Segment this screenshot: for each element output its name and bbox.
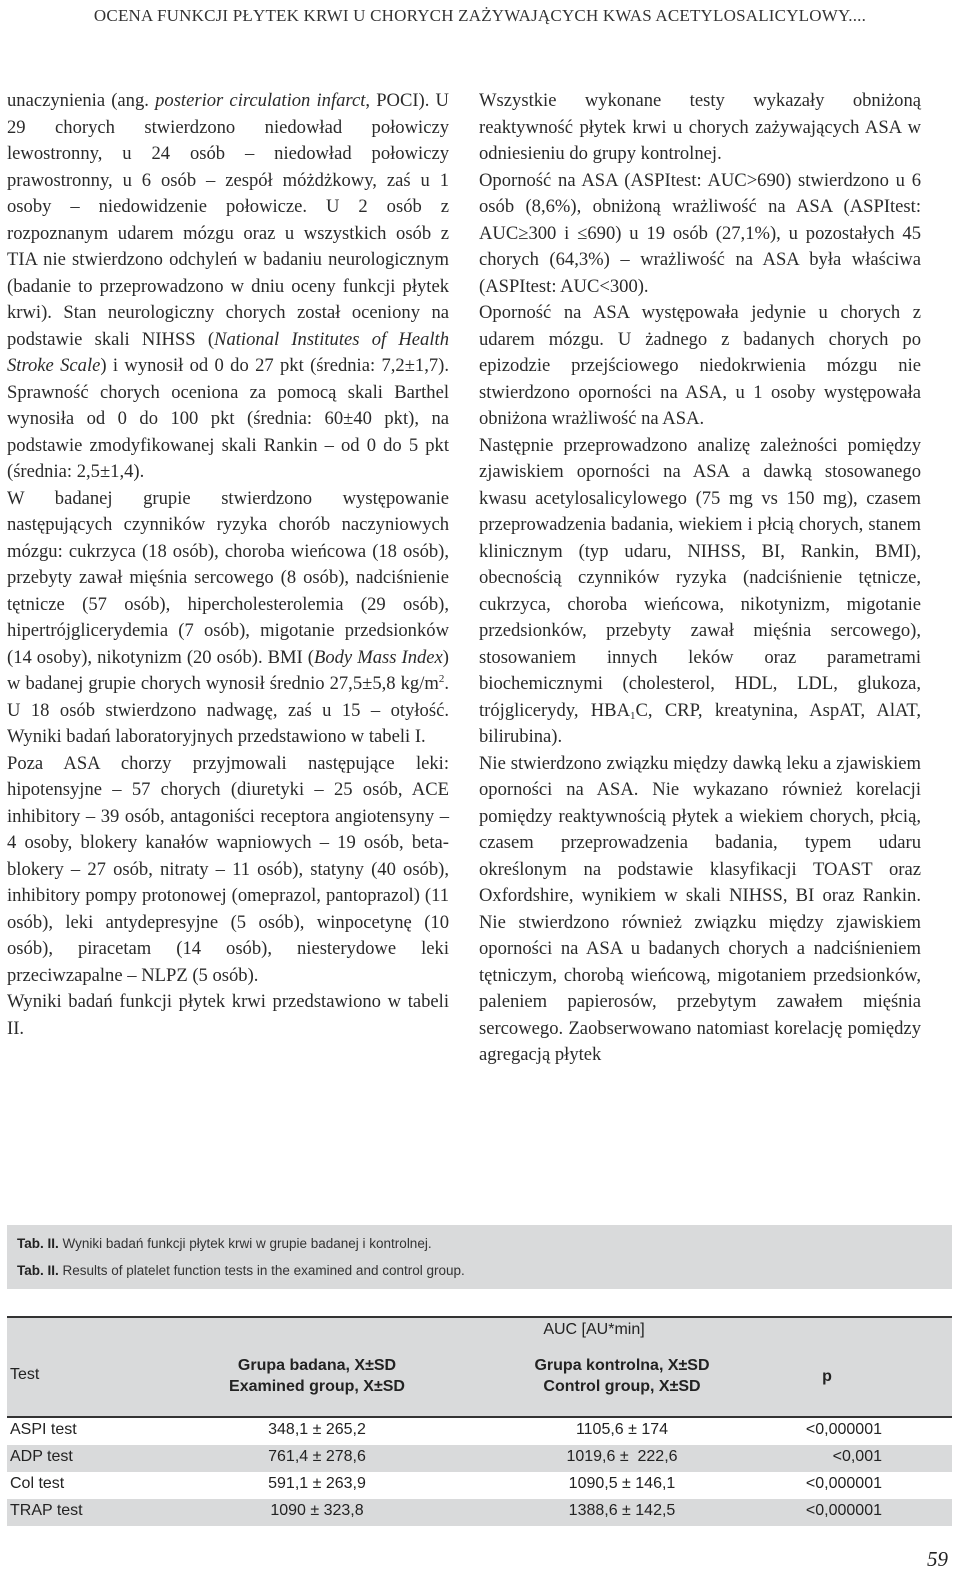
paragraph: Poza ASA chorzy przyjmowali następujące leki: hipotensyjne – 57 chorych (diuretyki – 25 osób, ACE inhibitory – 39 osób, antagoniści receptora angiotensyny – 4 osoby, blokery kanałów wapniowych – 19 osób, beta-blokery – 27 osób, nitraty – 11 osób), statyny (40 osób), inhibitory pompy protonowej (omeprazol, pantoprazol) (11 osób), leki antydepresyjne (5 osób), winpocetynę (10 osób), piracetam (14 osób), niesterydowe leki przeciwzapalne – NLPZ (5 osób). [7, 752, 449, 986]
paragraph: Oporność na ASA występowała jedynie u chorych z udarem mózgu. U żadnego z badanych chorych po epizodzie przejściowego niedokrwienia mózgu nie stwierdzono oporności na ASA, u 1 osoby występowała obniżona wrażliwość na ASA. [479, 302, 921, 429]
caption-english: Tab. II. Results of platelet function tests in the examined and control group. [17, 1263, 465, 1278]
page-number: 59 [927, 1547, 948, 1571]
table-caption [7, 1225, 952, 1289]
col-header-test: Test [10, 1366, 40, 1383]
left-text-column [7, 88, 449, 1042]
caption-polish: Tab. II. Wyniki badań funkcji płytek krwi w grupie badanej i kontrolnej. [17, 1236, 432, 1251]
paragraph: Następnie przeprowadzono analizę zależności pomiędzy zjawiskiem oporności na ASA a dawką stosowanego kwasu acetylosalicylowego (75 mg vs 150 mg), czasem przeprowadzenia badania, wiekiem i płcią chorych, stanem klinicznym (typ udaru, NIHSS, BI, Rankin, BMI), obecnością czynników ryzyka (nadciśnienie tętnicze, cukrzyca, choroba wieńcowa, nikotynizm, migotanie przedsionków, przebyty zawał mięśnia sercowego), stosowaniem innych leków oraz parametrami biochemicznymi (cholesterol, HDL, LDL, glukoza, trójglicerydy, $HBA_1C$, CRP, kreatynina, AspAT, AlAT, bilirubina). [479, 434, 921, 747]
col-header-control: Grupa kontrolna, X±SD Control group, X±SD [534, 1357, 710, 1395]
running-title: OCENA FUNKCJI PŁYTEK KRWI U CHORYCH ZAŻYWAJĄCYCH KWAS ACETYLOSALICYLOWY.... [93, 6, 867, 25]
col-header-group: Grupa badana, X±SD Examined group, X±SD [229, 1357, 405, 1395]
paragraph: unaczynienia (ang. posterior circulation infarct, POCI). U 29 chorych stwierdzono niedowład połowiczy lewostronny, u 24 osób – niedowład połowiczy prawostronny, u 6 osób – zespół móżdżkowy, zaś u 1 osoby – niedowidzenie połowicze. U 2 osób z rozpoznanym udarem mózgu oraz u wszystkich osób z TIA nie stwierdzono odchyleń w badaniu neurologicznym (badanie to przeprowadzono w dniu oceny funkcji płytek krwi). Stan neurologiczny chorych został oceniony na podstawie skali NIHSS (National Institutes of Health Stroke Scale) i wynosił od 0 do 27 pkt (średnia: 7,2±1,7). Sprawność chorych oceniona za pomocą skali Barthel wynosiła od 0 do 100 pkt (średnia: 60±40 pkt), na podstawie zmodyfikowanej skali Rankin – od 0 do 5 pkt (średnia: 2,5±1,4). [7, 90, 449, 482]
paragraph: W badanej grupie stwierdzono występowanie następujących czynników ryzyka chorób naczyniowych mózgu: cukrzyca (18 osób), choroba wieńcowa (18 osób), przebyty zawał mięśnia sercowego (8 osób), nadciśnienie tętnicze (57 osób), hipercholesterolemia (29 osób), hipertrójglicerydemia (7 osób), migotanie przedsionków (14 osoby), nikotynizm (20 osób). BMI (Body Mass Index) w badanej grupie chorych wynosił średnio 27,5±5,8 $kg/m^2$. U 18 osób stwierdzono nadwagę, zaś u 15 – otyłość. Wyniki badań laboratoryjnych przedstawiono w tabeli I. [7, 487, 449, 747]
table-row: ADP test 761,4 ± 278,6 1019,6 ± 222,6 <0,001 [7, 1445, 952, 1472]
paragraph: Nie stwierdzono związku między dawką leku a zjawiskiem oporności na ASA. Nie wykazano również korelacji pomiędzy reaktywnością płytek a wiekiem chorych, płcią, czasem przeprowadzenia badania, typem udaru określonym na podstawie klasyfikacji TOAST oraz Oxfordshire, wynikiem w skali NIHSS, BI oraz Rankin. Nie stwierdzono również związku między zjawiskiem oporności na ASA u badanych chorych a nadciśnieniem tętniczym, chorobą wieńcową, migotaniem przedsionków, paleniem papierosów, przebytym zawałem mięśnia sercowego. Zaobserwowano natomiast korelację pomiędzy agregacją płytek [479, 752, 921, 1065]
auc-spanning-header: AUC [AU*min] [543, 1321, 645, 1338]
table-row: Col test 591,1 ± 263,9 1090,5 ± 146,1 <0,000001 [10, 1475, 882, 1492]
paragraph: Oporność na ASA (ASPItest: AUC>690) stwierdzono u 6 osób (8,6%), obniżoną wrażliwość na ASA (ASPItest: AUC≥300 i ≤690) u 19 osób (27,1%), u pozostałych 45 chorych (64,3%) – wrażliwość na ASA była właściwa (ASPItest: AUC<300). [479, 169, 921, 297]
paragraph: Wyniki badań funkcji płytek krwi przedstawiono w tabeli II. [7, 991, 449, 1039]
right-text-column [479, 88, 921, 1069]
table-row: ASPI test 348,1 ± 265,2 1105,6 ± 174 <0,000001 [10, 1421, 882, 1438]
col-header-p: p [822, 1368, 832, 1385]
table-row: TRAP test 1090 ± 323,8 1388,6 ± 142,5 <0,000001 [7, 1499, 952, 1526]
table-header [7, 1318, 952, 1416]
paragraph: Wszystkie wykonane testy wykazały obniżoną reaktywność płytek krwi u chorych zażywających ASA w odniesieniu do grupy kontrolnej. [479, 90, 921, 164]
